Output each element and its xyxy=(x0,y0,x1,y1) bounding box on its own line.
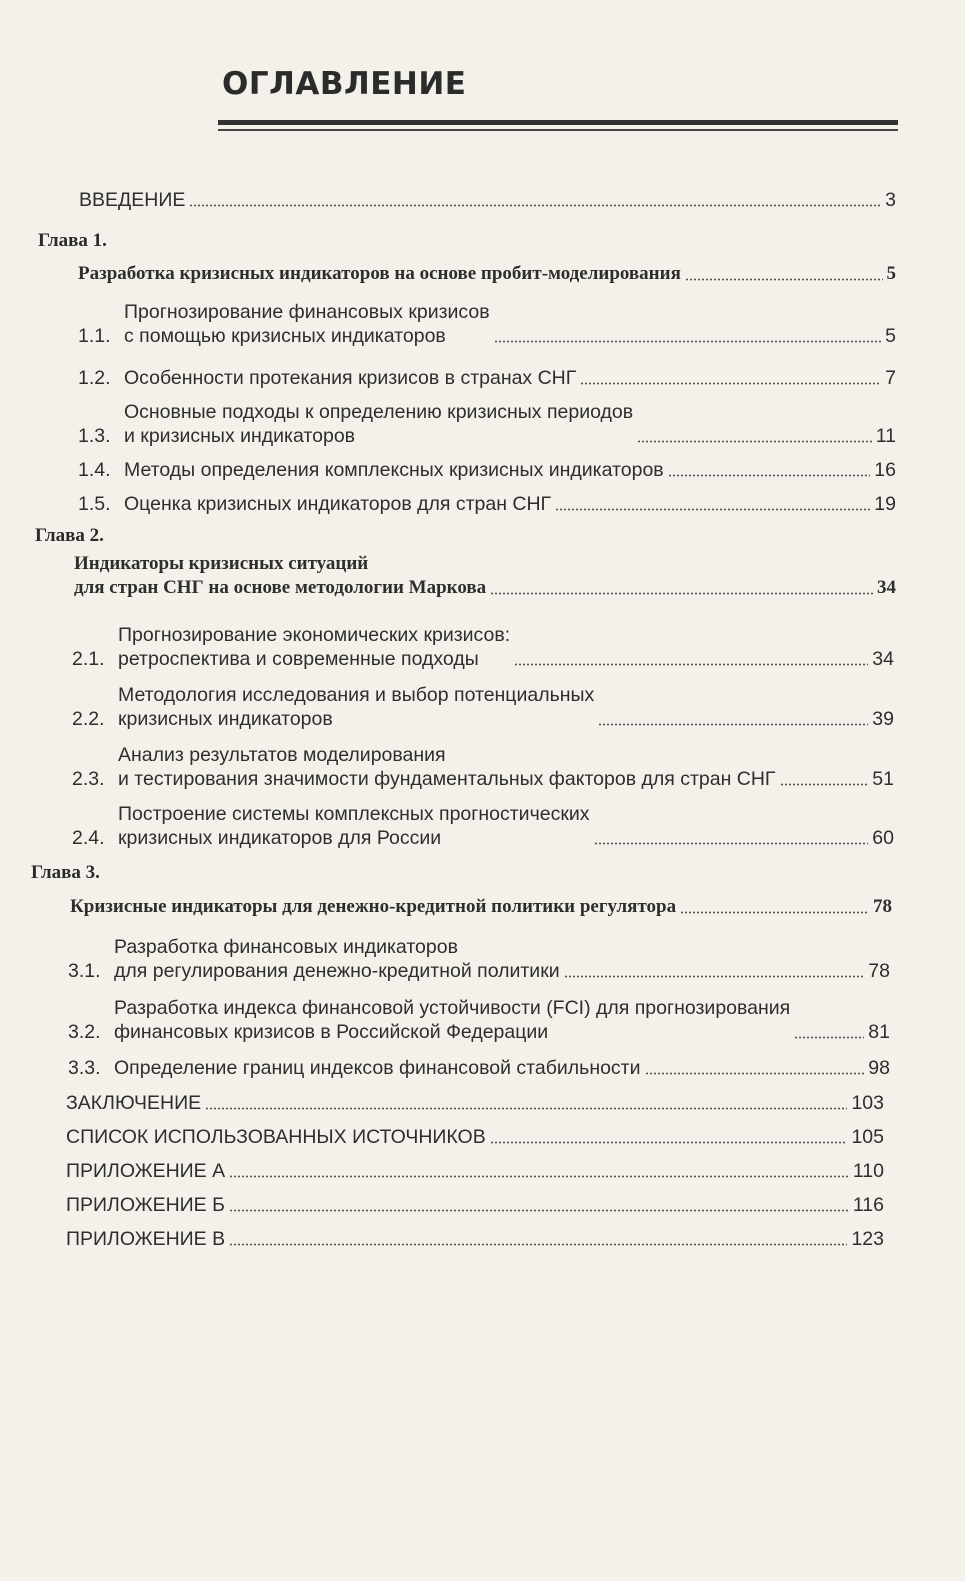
chapter-title: Кризисные индикаторы для денежно-кредитной политики регулятора xyxy=(70,896,677,917)
toc-entry-section-2-4[interactable] xyxy=(72,802,894,850)
toc-entry-appendix-b[interactable] xyxy=(66,1193,884,1217)
toc-entry-chapter-2[interactable] xyxy=(74,552,896,600)
toc-entry-section-3-3[interactable] xyxy=(68,1056,890,1080)
dot-leader xyxy=(189,204,881,207)
section-page: 34 xyxy=(872,648,894,670)
toc-entry-section-1-3[interactable] xyxy=(78,400,896,448)
section-page: 51 xyxy=(872,768,894,790)
section-page: 39 xyxy=(872,708,894,730)
section-title: Анализ результатов моделирования и тестирования значимости фундаментальных факторов для стран СНГ xyxy=(118,744,776,790)
chapter-title: Разработка кризисных индикаторов на основе пробит-моделирования xyxy=(78,263,681,284)
chapter-3-label: Глава 3. xyxy=(31,862,100,883)
dot-leader xyxy=(794,1036,864,1039)
section-number: 3.3. xyxy=(68,1057,101,1079)
dot-leader xyxy=(564,975,865,978)
toc-entry-conclusion[interactable] xyxy=(66,1091,884,1115)
section-title: Разработка индекса финансовой устойчивости (FCI) для прогнозирования финансовых кризисов в Российской Федерации xyxy=(114,997,791,1043)
section-page: 81 xyxy=(868,1021,890,1043)
toc-entry-chapter-1[interactable] xyxy=(78,262,896,286)
dot-leader xyxy=(637,440,872,443)
toc-entry-section-3-2[interactable] xyxy=(68,996,890,1044)
section-page: 11 xyxy=(875,425,896,447)
dot-leader xyxy=(685,278,883,281)
dot-leader xyxy=(598,723,868,726)
entry-title: ПРИЛОЖЕНИЕ Б xyxy=(66,1194,225,1216)
toc-entry-appendix-a[interactable] xyxy=(66,1159,884,1183)
title-rule-thin xyxy=(218,129,898,131)
section-number: 3.1. xyxy=(68,960,101,982)
chapter-2-label: Глава 2. xyxy=(35,525,104,546)
section-number: 1.1. xyxy=(78,325,111,347)
toc-entry-section-2-2[interactable] xyxy=(72,683,894,731)
section-page: 60 xyxy=(872,827,894,849)
section-title: Методология исследования и выбор потенциальных кризисных индикаторов xyxy=(118,684,595,730)
entry-title: ВВЕДЕНИЕ xyxy=(79,189,186,211)
dot-leader xyxy=(229,1243,847,1246)
entry-title: ЗАКЛЮЧЕНИЕ xyxy=(66,1092,202,1114)
chapter-page: 78 xyxy=(873,896,892,917)
toc-entry-references[interactable] xyxy=(66,1125,884,1149)
toc-entry-section-1-5[interactable] xyxy=(78,492,896,516)
dot-leader xyxy=(580,382,881,385)
section-number: 2.1. xyxy=(72,648,105,670)
entry-page: 110 xyxy=(852,1160,884,1182)
toc-entry-section-2-3[interactable] xyxy=(72,743,894,791)
section-number: 2.2. xyxy=(72,708,105,730)
section-title: Особенности протекания кризисов в странах СНГ xyxy=(124,367,577,389)
entry-page: 123 xyxy=(851,1228,884,1250)
section-title: Основные подходы к определению кризисных периодов и кризисных индикаторов xyxy=(124,401,634,447)
toc-entry-chapter-3[interactable] xyxy=(70,895,892,919)
dot-leader xyxy=(205,1107,847,1110)
section-number: 1.3. xyxy=(78,425,111,447)
dot-leader xyxy=(645,1072,865,1075)
section-title: Прогнозирование финансовых кризисов с помощью кризисных индикаторов xyxy=(124,301,490,347)
toc-entry-section-3-1[interactable] xyxy=(68,935,890,983)
dot-leader xyxy=(668,474,871,477)
section-number: 1.5. xyxy=(78,493,111,515)
section-page: 5 xyxy=(885,325,896,347)
entry-title: ПРИЛОЖЕНИЕ А xyxy=(66,1160,226,1182)
section-number: 1.4. xyxy=(78,459,111,481)
dot-leader xyxy=(229,1175,849,1178)
chapter-page: 34 xyxy=(877,577,896,598)
chapter-page: 5 xyxy=(886,263,896,284)
section-title: Прогнозирование экономических кризисов: ретроспектива и современные подходы xyxy=(118,624,511,670)
toc-entry-appendix-v[interactable] xyxy=(66,1227,884,1251)
toc-entry-intro[interactable] xyxy=(79,188,896,212)
section-number: 1.2. xyxy=(78,367,111,389)
dot-leader xyxy=(229,1209,849,1212)
entry-page: 3 xyxy=(885,189,896,211)
toc-entry-section-1-4[interactable] xyxy=(78,458,896,482)
dot-leader xyxy=(594,842,869,845)
dot-leader xyxy=(680,911,869,914)
section-number: 3.2. xyxy=(68,1021,101,1043)
toc-entry-section-1-1[interactable] xyxy=(78,300,896,348)
dot-leader xyxy=(514,663,868,666)
dot-leader xyxy=(494,340,882,343)
entry-page: 105 xyxy=(851,1126,884,1148)
dot-leader xyxy=(780,783,869,786)
section-page: 7 xyxy=(885,367,896,389)
section-title: Определение границ индексов финансовой стабильности xyxy=(114,1057,641,1079)
chapter-1-label: Глава 1. xyxy=(38,230,107,251)
section-title: Разработка финансовых индикаторов для регулирования денежно-кредитной политики xyxy=(114,936,560,982)
title-rule-thick xyxy=(218,120,898,125)
section-page: 78 xyxy=(868,960,890,982)
dot-leader xyxy=(555,508,870,511)
entry-page: 116 xyxy=(852,1194,884,1216)
section-page: 98 xyxy=(868,1057,890,1079)
section-title: Методы определения комплексных кризисных индикаторов xyxy=(124,459,664,481)
entry-title: СПИСОК ИСПОЛЬЗОВАННЫХ ИСТОЧНИКОВ xyxy=(66,1126,486,1148)
dot-leader xyxy=(490,592,873,595)
entry-page: 103 xyxy=(851,1092,884,1114)
toc-entry-section-1-2[interactable] xyxy=(78,366,896,390)
section-number: 2.3. xyxy=(72,768,105,790)
page-title: ОГЛАВЛЕНИЕ xyxy=(222,66,467,102)
section-page: 16 xyxy=(874,459,896,481)
section-title: Оценка кризисных индикаторов для стран СНГ xyxy=(124,493,552,515)
entry-title: ПРИЛОЖЕНИЕ В xyxy=(66,1228,226,1250)
section-number: 2.4. xyxy=(72,827,105,849)
section-page: 19 xyxy=(874,493,896,515)
section-title: Построение системы комплексных прогностических кризисных индикаторов для России xyxy=(118,803,590,849)
chapter-title: Индикаторы кризисных ситуаций для стран СНГ на основе методологии Маркова xyxy=(74,553,487,598)
toc-entry-section-2-1[interactable] xyxy=(72,623,894,671)
dot-leader xyxy=(490,1141,848,1144)
